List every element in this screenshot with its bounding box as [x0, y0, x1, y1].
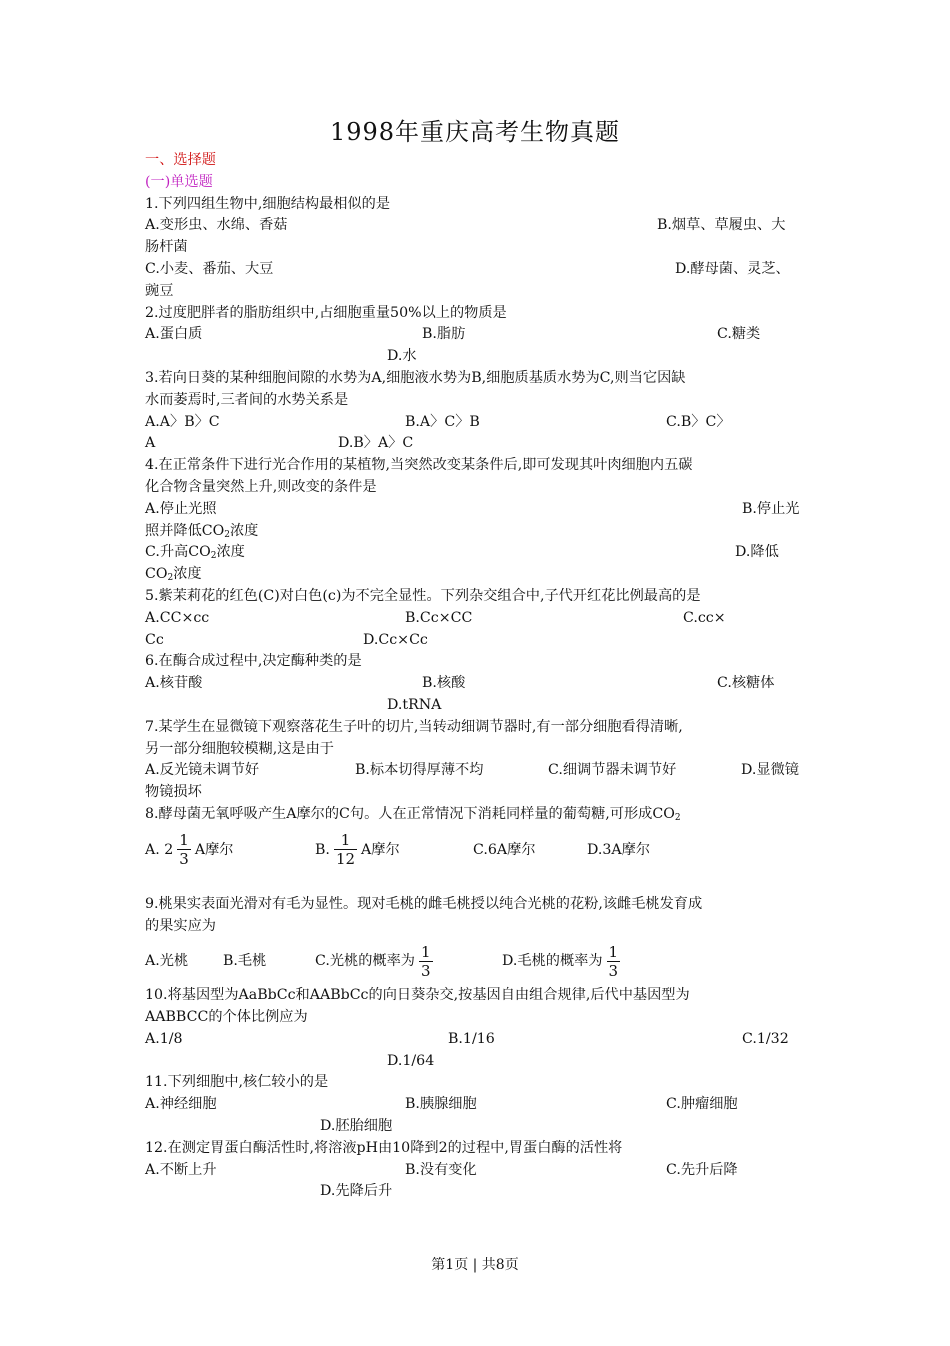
q7-option-d: D.显微镜: [741, 762, 799, 779]
q9-stem-line2: 的果实应为: [145, 917, 216, 934]
q8-option-a: A. 2 $\frac{1}{3}$ A摩尔: [145, 831, 234, 869]
q9-option-a: A.光桃: [145, 953, 189, 970]
q3-option-a: A.A〉B〉C: [145, 413, 220, 430]
q11-options-row1: [145, 1094, 813, 1116]
q12-stem: 12.在测定胃蛋白酶活性时,将溶液pH由10降到2的过程中,胃蛋白酶的活性将: [145, 1139, 623, 1156]
q5-option-c-cont: Cc: [145, 631, 164, 648]
q4-stem-line2: 化合物含量突然上升,则改变的条件是: [145, 478, 377, 495]
q7-options-row1: [145, 760, 813, 782]
q12-options-row2: [145, 1181, 813, 1203]
q9-option-d: D.毛桃的概率为 $\frac{1}{3}$: [502, 942, 619, 980]
q4-options-row1: [145, 499, 813, 521]
q7-option-a: A.反光镜未调节好: [145, 762, 260, 779]
q3-option-c: C.B〉C〉: [666, 413, 731, 430]
q6-stem: 6.在酶合成过程中,决定酶种类的是: [145, 653, 362, 670]
q12-option-b: B.没有变化: [405, 1161, 477, 1178]
q6-options-row1: [145, 673, 813, 695]
page-footer: 第1页 | 共8页: [431, 1257, 519, 1273]
q3-stem-line2: 水而萎焉时,三者间的水势关系是: [145, 391, 349, 408]
q8-option-c: C.6A摩尔: [473, 841, 536, 858]
q4-option-b: B.停止光: [742, 500, 800, 517]
q6-option-b: B.核酸: [422, 675, 466, 692]
q3-option-c-cont: A: [145, 435, 156, 452]
q2-option-d: D.水: [387, 348, 417, 365]
q5-options-row1: [145, 608, 813, 630]
q7-option-b: B.标本切得厚薄不均: [355, 762, 484, 779]
q8-option-d: D.3A摩尔: [587, 841, 651, 858]
q11-options-row2: [145, 1116, 813, 1138]
q1-option-b: B.烟草、草履虫、大: [657, 217, 786, 234]
q12-option-c: C.先升后降: [666, 1161, 738, 1178]
q11-option-c: C.肿瘤细胞: [666, 1096, 738, 1113]
q10-option-b: B.1/16: [448, 1030, 495, 1047]
q4-options-row2: [145, 542, 813, 564]
q8-stem: 8.酵母菌无氧呼吸产生A摩尔的C句。人在正常情况下消耗同样量的葡萄糖,可形成$CO_2$: [145, 805, 681, 823]
q9-option-c: C.光桃的概率为 $\frac{1}{3}$: [315, 942, 431, 980]
q9-option-d-fraction: $\frac{1}{3}$: [608, 942, 619, 980]
q9-option-c-fraction: $\frac{1}{3}$: [421, 942, 431, 980]
q10-stem-line1: 10.将基因型为AaBbCc和AABbCc的向日葵杂交,按基因自由组合规律,后代中基因型为: [145, 987, 690, 1004]
q4-option-b-cont: 照并降低$CO_2$浓度: [145, 522, 259, 540]
q8-option-a-fraction: $\frac{1}{3}$: [179, 831, 189, 869]
q1-option-d: D.酵母菌、灵芝、: [675, 260, 790, 277]
q8-options: [145, 826, 813, 874]
q7-stem-line2: 另一部分细胞较模糊,这是由于: [145, 740, 334, 757]
q2-option-a: A.蛋白质: [145, 326, 203, 343]
q6-option-a: A.核苷酸: [145, 675, 203, 692]
q5-option-d: D.Cc×Cc: [363, 631, 428, 648]
q11-option-b: B.胰腺细胞: [405, 1096, 477, 1113]
q2-option-c: C.糖类: [717, 326, 761, 343]
q8-option-b: B. $\frac{1}{12}$ A摩尔: [315, 831, 400, 869]
q9-options: [145, 937, 813, 985]
q1-option-c: C.小麦、番茄、大豆: [145, 260, 274, 277]
q11-option-d: D.胚胎细胞: [320, 1118, 393, 1135]
q10-options-row1: [145, 1029, 813, 1051]
q7-option-c: C.细调节器未调节好: [548, 762, 677, 779]
q2-stem: 2.过度肥胖者的脂肪组织中,占细胞重量50%以上的物质是: [145, 304, 507, 321]
q2-option-b: B.脂肪: [422, 326, 466, 343]
q5-option-a: A.CC×cc: [145, 609, 210, 626]
q7-stem-line1: 7.某学生在显微镜下观察落花生子叶的切片,当转动细调节器时,有一部分细胞看得清晰,: [145, 718, 683, 735]
q6-options-row2: [145, 695, 813, 717]
q8-option-b-fraction: $\frac{1}{12}$: [335, 831, 356, 869]
q4-option-c: C.升高$CO_2$浓度: [145, 544, 245, 562]
q4-option-d: D.降低: [735, 544, 779, 561]
q4-stem-line1: 4.在正常条件下进行光合作用的某植物,当突然改变某条件后,即可发现其叶肉细胞内五碳: [145, 457, 693, 474]
q10-options-row2: [145, 1051, 813, 1073]
q7-option-d-cont: 物镜损坏: [145, 784, 202, 801]
section-heading: 一、选择题: [145, 152, 216, 168]
q5-stem: 5.紫茉莉花的红色(C)对白色(c)为不完全显性。下列杂交组合中,子代开红花比例最高的是: [145, 587, 701, 604]
q10-option-c: C.1/32: [742, 1030, 789, 1047]
q12-option-d: D.先降后升: [320, 1183, 393, 1200]
q5-option-c: C.cc×: [683, 609, 726, 626]
q2-options-row2: [145, 346, 813, 368]
q5-options-row2: [145, 630, 813, 652]
q4-option-a: A.停止光照: [145, 500, 217, 517]
q5-option-b: B.Cc×CC: [405, 609, 473, 626]
q1-options-row2: [145, 259, 813, 281]
q6-option-c: C.核糖体: [717, 675, 775, 692]
q12-option-a: A.不断上升: [145, 1161, 217, 1178]
q10-option-a: A.1/8: [145, 1030, 183, 1047]
subsection-heading: (一)单选题: [145, 173, 213, 190]
q11-stem: 11.下列细胞中,核仁较小的是: [145, 1074, 329, 1091]
q1-options-row1: [145, 215, 813, 237]
q9-option-b: B.毛桃: [223, 953, 267, 970]
q10-option-d: D.1/64: [387, 1052, 435, 1069]
q6-option-d: D.tRNA: [387, 696, 442, 713]
q1-option-d-cont: 豌豆: [145, 282, 174, 299]
page-title: 1998年重庆高考生物真题: [329, 118, 621, 146]
q3-option-d: D.B〉A〉C: [338, 435, 414, 452]
q3-options-row1: [145, 412, 813, 434]
q4-option-d-cont: $CO_2$浓度: [145, 566, 202, 584]
q3-stem-line1: 3.若向日葵的某种细胞间隙的水势为A,细胞液水势为B,细胞质基质水势为C,则当它因缺: [145, 369, 686, 386]
q1-stem: 1.下列四组生物中,细胞结构最相似的是: [145, 195, 391, 212]
q2-options-row1: [145, 324, 813, 346]
q9-stem-line1: 9.桃果实表面光滑对有毛为显性。现对毛桃的雌毛桃授以纯合光桃的花粉,该雌毛桃发育成: [145, 895, 703, 912]
q12-options-row1: [145, 1160, 813, 1182]
q3-option-b: B.A〉C〉B: [405, 413, 480, 430]
q3-options-row2: [145, 433, 813, 455]
q1-option-b-cont: 肠杆菌: [145, 239, 188, 256]
q10-stem-line2: AABBCC的个体比例应为: [145, 1009, 308, 1026]
q11-option-a: A.神经细胞: [145, 1096, 217, 1113]
question-content: [145, 150, 813, 1203]
q1-option-a: A.变形虫、水绵、香菇: [145, 217, 288, 234]
